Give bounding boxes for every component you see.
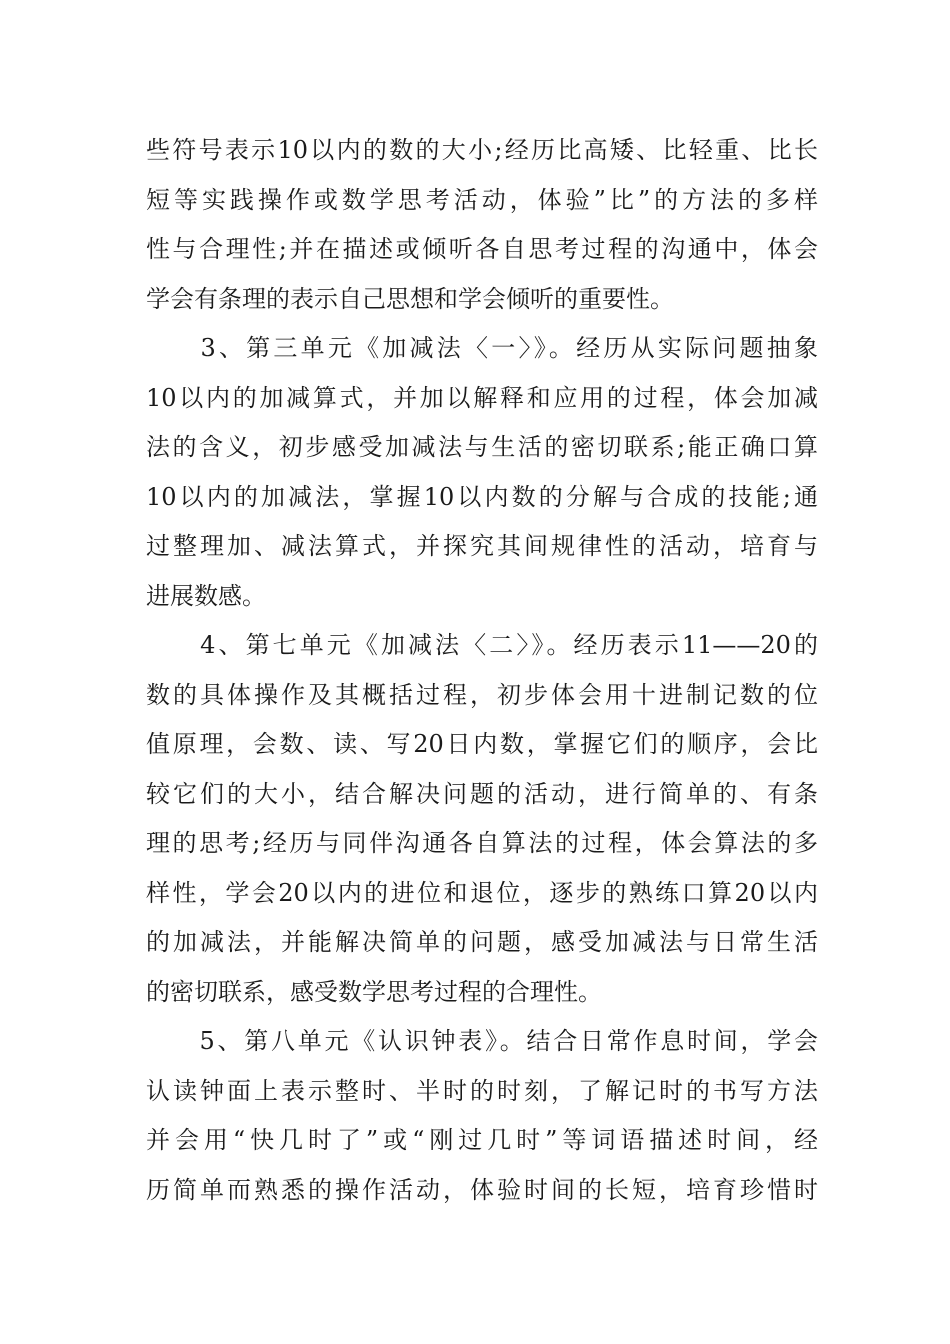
text-line: 较它们的大小，结合解决问题的活动，进行简单的、有条 bbox=[146, 779, 818, 808]
text-line: 样性，学会20以内的进位和退位，逐步的熟练口算20以内 bbox=[146, 878, 818, 907]
text-line: 过整理加、减法算式，并探究其间规律性的活动，培育与 bbox=[146, 532, 818, 560]
text-line: 学会有条理的表示自己思想和学会倾听的重要性。 bbox=[146, 284, 674, 313]
text-line: 4、第七单元《加减法〈二〉》。经历表示11——20的 bbox=[146, 631, 818, 659]
text-line: 的加减法，并能解决简单的问题，感受加减法与日常生活 bbox=[146, 928, 818, 956]
text-line: 法的含义，初步感受加减法与生活的密切联系;能正确口算 bbox=[146, 433, 818, 461]
text-line: 3、第三单元《加减法〈一〉》。经历从实际问题抽象 bbox=[146, 334, 818, 362]
text-line: 并会用“快几时了”或“刚过几时”等词语描述时间，经 bbox=[146, 1126, 818, 1154]
text-line: 历简单而熟悉的操作活动，体验时间的长短，培育珍惜时 bbox=[146, 1175, 818, 1204]
text-line: 些符号表示10以内的数的大小;经历比高矮、比轻重、比长 bbox=[146, 136, 818, 164]
text-line: 的密切联系，感受数学思考过程的合理性。 bbox=[146, 977, 602, 1006]
text-line: 数的具体操作及其概括过程，初步体会用十进制记数的位 bbox=[146, 680, 818, 709]
text-line: 性与合理性;并在描述或倾听各自思考过程的沟通中，体会 bbox=[146, 235, 818, 263]
text-line: 短等实践操作或数学思考活动，体验”比”的方法的多样 bbox=[146, 185, 818, 214]
text-line: 进展数感。 bbox=[146, 581, 266, 610]
text-line: 值原理，会数、读、写20日内数，掌握它们的顺序，会比 bbox=[146, 730, 818, 758]
text-line: 10以内的加减法，掌握10以内数的分解与合成的技能;通 bbox=[146, 482, 818, 511]
text-line: 10以内的加减算式，并加以解释和应用的过程，体会加减 bbox=[146, 383, 818, 412]
text-line: 5、第八单元《认识钟表》。结合日常作息时间，学会 bbox=[146, 1027, 818, 1055]
document-body bbox=[146, 126, 818, 1215]
text-line: 理的思考;经历与同伴沟通各自算法的过程，体会算法的多 bbox=[146, 829, 818, 857]
text-line: 认读钟面上表示整时、半时的时刻，了解记时的书写方法 bbox=[146, 1076, 818, 1105]
